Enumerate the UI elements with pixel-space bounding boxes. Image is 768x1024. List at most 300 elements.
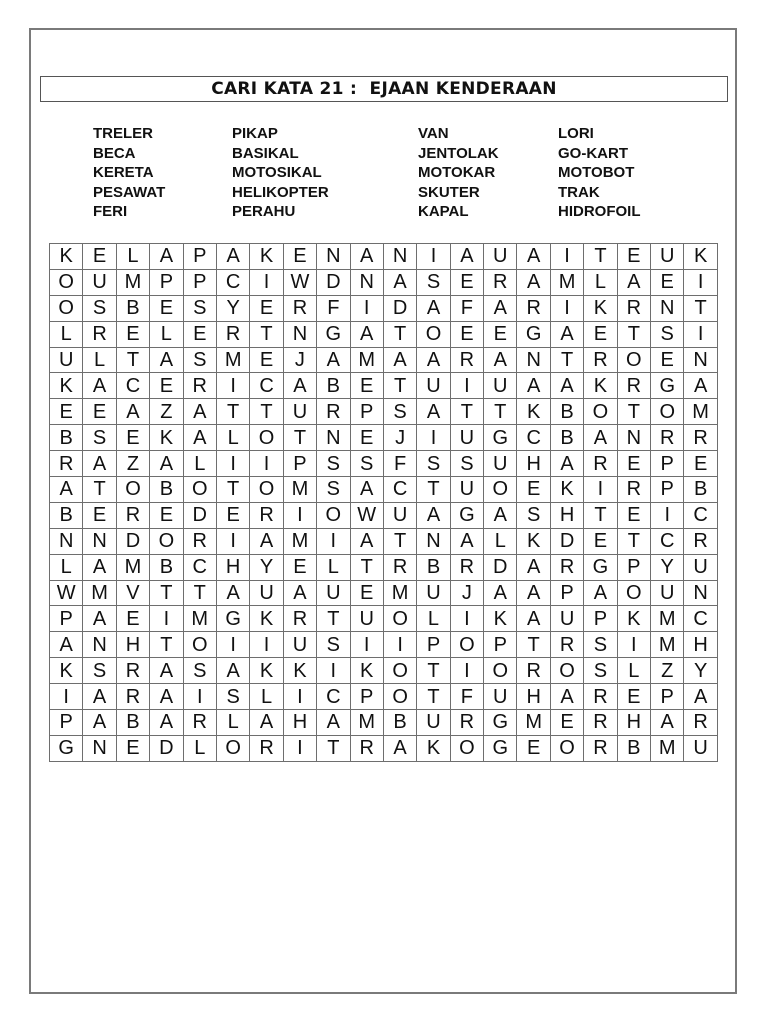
grid-cell[interactable]: I: [150, 606, 183, 632]
grid-cell[interactable]: O: [50, 295, 83, 321]
grid-cell[interactable]: S: [651, 321, 684, 347]
grid-cell[interactable]: N: [283, 321, 316, 347]
grid-cell[interactable]: M: [83, 580, 116, 606]
grid-cell[interactable]: O: [317, 502, 350, 528]
grid-cell[interactable]: R: [684, 710, 717, 736]
grid-cell[interactable]: H: [283, 710, 316, 736]
grid-cell[interactable]: E: [651, 347, 684, 373]
grid-cell[interactable]: O: [216, 735, 249, 761]
grid-cell[interactable]: K: [484, 606, 517, 632]
grid-cell[interactable]: A: [83, 451, 116, 477]
grid-cell[interactable]: E: [283, 244, 316, 270]
grid-cell[interactable]: R: [50, 451, 83, 477]
grid-cell[interactable]: E: [517, 735, 550, 761]
grid-cell[interactable]: W: [283, 269, 316, 295]
grid-cell[interactable]: S: [317, 477, 350, 503]
grid-cell[interactable]: L: [50, 554, 83, 580]
grid-cell[interactable]: C: [216, 269, 249, 295]
grid-cell[interactable]: O: [450, 632, 483, 658]
grid-cell[interactable]: O: [584, 399, 617, 425]
grid-cell[interactable]: C: [317, 684, 350, 710]
grid-cell[interactable]: L: [484, 528, 517, 554]
grid-cell[interactable]: A: [684, 373, 717, 399]
grid-cell[interactable]: B: [116, 710, 149, 736]
grid-cell[interactable]: B: [50, 425, 83, 451]
grid-cell[interactable]: M: [183, 606, 216, 632]
grid-cell[interactable]: U: [550, 606, 583, 632]
grid-cell[interactable]: A: [684, 684, 717, 710]
grid-cell[interactable]: U: [383, 502, 416, 528]
grid-cell[interactable]: I: [651, 502, 684, 528]
grid-cell[interactable]: T: [383, 373, 416, 399]
grid-cell[interactable]: Z: [116, 451, 149, 477]
grid-cell[interactable]: A: [417, 502, 450, 528]
grid-cell[interactable]: N: [317, 244, 350, 270]
grid-cell[interactable]: A: [283, 580, 316, 606]
grid-cell[interactable]: M: [283, 528, 316, 554]
grid-cell[interactable]: S: [83, 295, 116, 321]
grid-cell[interactable]: A: [183, 399, 216, 425]
grid-cell[interactable]: T: [317, 735, 350, 761]
grid-cell[interactable]: N: [83, 735, 116, 761]
grid-cell[interactable]: R: [584, 451, 617, 477]
grid-cell[interactable]: O: [651, 399, 684, 425]
grid-cell[interactable]: K: [517, 399, 550, 425]
grid-cell[interactable]: C: [517, 425, 550, 451]
grid-cell[interactable]: T: [250, 321, 283, 347]
grid-cell[interactable]: E: [150, 295, 183, 321]
grid-cell[interactable]: R: [250, 502, 283, 528]
grid-cell[interactable]: P: [651, 684, 684, 710]
grid-cell[interactable]: N: [350, 269, 383, 295]
grid-cell[interactable]: T: [550, 347, 583, 373]
grid-cell[interactable]: E: [350, 373, 383, 399]
grid-cell[interactable]: A: [584, 425, 617, 451]
grid-cell[interactable]: I: [216, 451, 249, 477]
grid-cell[interactable]: T: [584, 244, 617, 270]
grid-cell[interactable]: H: [216, 554, 249, 580]
grid-cell[interactable]: D: [550, 528, 583, 554]
grid-cell[interactable]: A: [283, 373, 316, 399]
grid-cell[interactable]: T: [417, 477, 450, 503]
grid-cell[interactable]: T: [317, 606, 350, 632]
grid-cell[interactable]: A: [617, 269, 650, 295]
grid-cell[interactable]: I: [216, 373, 249, 399]
grid-cell[interactable]: U: [651, 580, 684, 606]
grid-cell[interactable]: E: [517, 477, 550, 503]
grid-cell[interactable]: T: [216, 477, 249, 503]
grid-cell[interactable]: C: [183, 554, 216, 580]
grid-cell[interactable]: Y: [216, 295, 249, 321]
grid-cell[interactable]: A: [517, 554, 550, 580]
grid-cell[interactable]: U: [250, 580, 283, 606]
grid-cell[interactable]: K: [584, 295, 617, 321]
grid-cell[interactable]: A: [484, 580, 517, 606]
grid-cell[interactable]: A: [484, 347, 517, 373]
grid-cell[interactable]: N: [383, 244, 416, 270]
grid-cell[interactable]: A: [517, 580, 550, 606]
grid-cell[interactable]: N: [83, 632, 116, 658]
grid-cell[interactable]: O: [617, 580, 650, 606]
grid-cell[interactable]: R: [250, 735, 283, 761]
grid-cell[interactable]: N: [417, 528, 450, 554]
grid-cell[interactable]: U: [350, 606, 383, 632]
grid-cell[interactable]: Y: [651, 554, 684, 580]
grid-cell[interactable]: B: [50, 502, 83, 528]
grid-cell[interactable]: C: [250, 373, 283, 399]
grid-cell[interactable]: T: [417, 658, 450, 684]
grid-cell[interactable]: N: [684, 347, 717, 373]
grid-cell[interactable]: S: [183, 658, 216, 684]
grid-cell[interactable]: D: [150, 735, 183, 761]
grid-cell[interactable]: U: [484, 451, 517, 477]
grid-cell[interactable]: R: [517, 658, 550, 684]
grid-cell[interactable]: E: [350, 580, 383, 606]
grid-cell[interactable]: I: [617, 632, 650, 658]
grid-cell[interactable]: A: [550, 321, 583, 347]
grid-cell[interactable]: I: [550, 295, 583, 321]
grid-cell[interactable]: K: [250, 658, 283, 684]
grid-cell[interactable]: B: [317, 373, 350, 399]
grid-cell[interactable]: G: [584, 554, 617, 580]
grid-cell[interactable]: O: [383, 684, 416, 710]
grid-cell[interactable]: E: [350, 425, 383, 451]
grid-cell[interactable]: E: [584, 321, 617, 347]
grid-cell[interactable]: P: [417, 632, 450, 658]
grid-cell[interactable]: R: [684, 528, 717, 554]
grid-cell[interactable]: E: [617, 451, 650, 477]
grid-cell[interactable]: T: [150, 632, 183, 658]
grid-cell[interactable]: P: [350, 399, 383, 425]
grid-cell[interactable]: R: [617, 477, 650, 503]
grid-cell[interactable]: K: [283, 658, 316, 684]
grid-cell[interactable]: L: [116, 244, 149, 270]
grid-cell[interactable]: S: [383, 399, 416, 425]
grid-cell[interactable]: B: [417, 554, 450, 580]
grid-cell[interactable]: G: [317, 321, 350, 347]
grid-cell[interactable]: P: [484, 632, 517, 658]
grid-cell[interactable]: R: [584, 710, 617, 736]
grid-cell[interactable]: I: [250, 632, 283, 658]
grid-cell[interactable]: U: [450, 425, 483, 451]
grid-cell[interactable]: S: [584, 658, 617, 684]
grid-cell[interactable]: O: [183, 477, 216, 503]
grid-cell[interactable]: L: [417, 606, 450, 632]
grid-cell[interactable]: N: [83, 528, 116, 554]
grid-cell[interactable]: H: [617, 710, 650, 736]
grid-cell[interactable]: L: [50, 321, 83, 347]
grid-cell[interactable]: R: [283, 295, 316, 321]
grid-cell[interactable]: R: [116, 502, 149, 528]
grid-cell[interactable]: O: [183, 632, 216, 658]
grid-cell[interactable]: W: [350, 502, 383, 528]
grid-cell[interactable]: R: [450, 347, 483, 373]
grid-cell[interactable]: A: [83, 554, 116, 580]
grid-cell[interactable]: A: [317, 347, 350, 373]
grid-cell[interactable]: B: [550, 399, 583, 425]
grid-cell[interactable]: T: [617, 321, 650, 347]
grid-cell[interactable]: G: [484, 425, 517, 451]
grid-cell[interactable]: T: [250, 399, 283, 425]
grid-cell[interactable]: A: [383, 347, 416, 373]
grid-cell[interactable]: A: [250, 528, 283, 554]
grid-cell[interactable]: F: [450, 684, 483, 710]
grid-cell[interactable]: K: [150, 425, 183, 451]
grid-cell[interactable]: R: [550, 632, 583, 658]
grid-cell[interactable]: T: [450, 399, 483, 425]
grid-cell[interactable]: N: [517, 347, 550, 373]
grid-cell[interactable]: T: [517, 632, 550, 658]
grid-cell[interactable]: E: [450, 269, 483, 295]
grid-cell[interactable]: S: [83, 425, 116, 451]
grid-cell[interactable]: I: [317, 658, 350, 684]
grid-cell[interactable]: M: [651, 632, 684, 658]
grid-cell[interactable]: R: [450, 710, 483, 736]
grid-cell[interactable]: R: [383, 554, 416, 580]
grid-cell[interactable]: E: [550, 710, 583, 736]
grid-cell[interactable]: R: [517, 295, 550, 321]
grid-cell[interactable]: S: [216, 684, 249, 710]
grid-cell[interactable]: N: [651, 295, 684, 321]
grid-cell[interactable]: S: [584, 632, 617, 658]
grid-cell[interactable]: A: [417, 295, 450, 321]
grid-cell[interactable]: P: [617, 554, 650, 580]
grid-cell[interactable]: T: [617, 399, 650, 425]
grid-cell[interactable]: Z: [651, 658, 684, 684]
grid-cell[interactable]: E: [617, 502, 650, 528]
grid-cell[interactable]: M: [651, 606, 684, 632]
grid-cell[interactable]: R: [584, 684, 617, 710]
grid-cell[interactable]: U: [651, 244, 684, 270]
grid-cell[interactable]: A: [350, 477, 383, 503]
grid-cell[interactable]: T: [350, 554, 383, 580]
grid-cell[interactable]: M: [383, 580, 416, 606]
grid-cell[interactable]: K: [50, 658, 83, 684]
grid-cell[interactable]: H: [517, 451, 550, 477]
grid-cell[interactable]: E: [150, 373, 183, 399]
grid-cell[interactable]: R: [183, 710, 216, 736]
grid-cell[interactable]: T: [383, 321, 416, 347]
grid-cell[interactable]: P: [283, 451, 316, 477]
grid-cell[interactable]: K: [517, 528, 550, 554]
grid-cell[interactable]: R: [651, 425, 684, 451]
grid-cell[interactable]: P: [651, 477, 684, 503]
grid-cell[interactable]: J: [383, 425, 416, 451]
grid-cell[interactable]: I: [350, 295, 383, 321]
grid-cell[interactable]: E: [83, 399, 116, 425]
grid-cell[interactable]: P: [150, 269, 183, 295]
grid-cell[interactable]: U: [450, 477, 483, 503]
grid-cell[interactable]: U: [50, 347, 83, 373]
grid-cell[interactable]: K: [350, 658, 383, 684]
grid-cell[interactable]: I: [216, 632, 249, 658]
grid-cell[interactable]: A: [216, 658, 249, 684]
grid-cell[interactable]: M: [283, 477, 316, 503]
grid-cell[interactable]: L: [617, 658, 650, 684]
grid-cell[interactable]: K: [417, 735, 450, 761]
grid-cell[interactable]: I: [283, 735, 316, 761]
grid-cell[interactable]: I: [350, 632, 383, 658]
grid-cell[interactable]: A: [417, 399, 450, 425]
grid-cell[interactable]: E: [651, 269, 684, 295]
grid-cell[interactable]: I: [450, 658, 483, 684]
grid-cell[interactable]: E: [617, 684, 650, 710]
grid-cell[interactable]: G: [216, 606, 249, 632]
grid-cell[interactable]: K: [50, 373, 83, 399]
grid-cell[interactable]: U: [484, 684, 517, 710]
grid-cell[interactable]: R: [617, 373, 650, 399]
grid-cell[interactable]: O: [550, 735, 583, 761]
grid-cell[interactable]: M: [651, 735, 684, 761]
grid-cell[interactable]: A: [317, 710, 350, 736]
grid-cell[interactable]: R: [484, 269, 517, 295]
grid-cell[interactable]: E: [116, 735, 149, 761]
grid-cell[interactable]: U: [283, 399, 316, 425]
grid-cell[interactable]: R: [83, 321, 116, 347]
grid-cell[interactable]: S: [183, 347, 216, 373]
grid-cell[interactable]: A: [484, 502, 517, 528]
grid-cell[interactable]: O: [383, 658, 416, 684]
grid-cell[interactable]: K: [50, 244, 83, 270]
grid-cell[interactable]: E: [250, 347, 283, 373]
grid-cell[interactable]: R: [450, 554, 483, 580]
grid-cell[interactable]: O: [150, 528, 183, 554]
grid-cell[interactable]: E: [83, 502, 116, 528]
grid-cell[interactable]: A: [651, 710, 684, 736]
grid-cell[interactable]: P: [350, 684, 383, 710]
grid-cell[interactable]: I: [250, 269, 283, 295]
grid-cell[interactable]: K: [550, 477, 583, 503]
grid-cell[interactable]: L: [150, 321, 183, 347]
grid-cell[interactable]: O: [617, 347, 650, 373]
grid-cell[interactable]: A: [550, 451, 583, 477]
grid-cell[interactable]: A: [517, 244, 550, 270]
grid-cell[interactable]: C: [684, 502, 717, 528]
grid-cell[interactable]: G: [484, 735, 517, 761]
grid-cell[interactable]: N: [684, 580, 717, 606]
grid-cell[interactable]: I: [450, 606, 483, 632]
grid-cell[interactable]: D: [484, 554, 517, 580]
grid-cell[interactable]: M: [350, 347, 383, 373]
grid-cell[interactable]: E: [484, 321, 517, 347]
grid-cell[interactable]: F: [450, 295, 483, 321]
grid-cell[interactable]: H: [684, 632, 717, 658]
grid-cell[interactable]: L: [216, 425, 249, 451]
grid-cell[interactable]: F: [317, 295, 350, 321]
grid-cell[interactable]: E: [250, 295, 283, 321]
grid-cell[interactable]: O: [250, 477, 283, 503]
grid-cell[interactable]: I: [283, 502, 316, 528]
grid-cell[interactable]: E: [116, 321, 149, 347]
grid-cell[interactable]: C: [383, 477, 416, 503]
grid-cell[interactable]: M: [216, 347, 249, 373]
grid-cell[interactable]: K: [684, 244, 717, 270]
grid-cell[interactable]: P: [584, 606, 617, 632]
grid-cell[interactable]: U: [317, 580, 350, 606]
grid-cell[interactable]: R: [584, 735, 617, 761]
grid-cell[interactable]: R: [116, 658, 149, 684]
grid-cell[interactable]: N: [50, 528, 83, 554]
grid-cell[interactable]: N: [617, 425, 650, 451]
grid-cell[interactable]: E: [584, 528, 617, 554]
grid-cell[interactable]: R: [283, 606, 316, 632]
grid-cell[interactable]: E: [116, 425, 149, 451]
grid-cell[interactable]: O: [116, 477, 149, 503]
grid-cell[interactable]: H: [517, 684, 550, 710]
grid-cell[interactable]: A: [450, 528, 483, 554]
grid-cell[interactable]: T: [383, 528, 416, 554]
grid-cell[interactable]: U: [83, 269, 116, 295]
grid-cell[interactable]: C: [684, 606, 717, 632]
grid-cell[interactable]: O: [50, 269, 83, 295]
grid-cell[interactable]: E: [684, 451, 717, 477]
grid-cell[interactable]: I: [383, 632, 416, 658]
grid-cell[interactable]: A: [83, 684, 116, 710]
grid-cell[interactable]: V: [116, 580, 149, 606]
grid-cell[interactable]: D: [317, 269, 350, 295]
grid-cell[interactable]: I: [684, 269, 717, 295]
grid-cell[interactable]: O: [484, 477, 517, 503]
grid-cell[interactable]: R: [183, 528, 216, 554]
grid-cell[interactable]: E: [116, 606, 149, 632]
grid-cell[interactable]: M: [116, 554, 149, 580]
grid-cell[interactable]: E: [83, 244, 116, 270]
grid-cell[interactable]: B: [550, 425, 583, 451]
grid-cell[interactable]: A: [584, 580, 617, 606]
grid-cell[interactable]: A: [183, 425, 216, 451]
grid-cell[interactable]: P: [550, 580, 583, 606]
grid-cell[interactable]: S: [350, 451, 383, 477]
grid-cell[interactable]: M: [350, 710, 383, 736]
grid-cell[interactable]: B: [150, 554, 183, 580]
grid-cell[interactable]: F: [383, 451, 416, 477]
grid-cell[interactable]: I: [584, 477, 617, 503]
grid-cell[interactable]: I: [50, 684, 83, 710]
grid-cell[interactable]: W: [50, 580, 83, 606]
grid-cell[interactable]: C: [116, 373, 149, 399]
grid-cell[interactable]: K: [250, 244, 283, 270]
grid-cell[interactable]: G: [517, 321, 550, 347]
grid-cell[interactable]: R: [216, 321, 249, 347]
grid-cell[interactable]: A: [83, 606, 116, 632]
grid-cell[interactable]: J: [283, 347, 316, 373]
grid-cell[interactable]: A: [216, 580, 249, 606]
grid-cell[interactable]: B: [150, 477, 183, 503]
grid-cell[interactable]: I: [250, 451, 283, 477]
grid-cell[interactable]: S: [450, 451, 483, 477]
grid-cell[interactable]: P: [183, 244, 216, 270]
grid-cell[interactable]: M: [550, 269, 583, 295]
grid-cell[interactable]: A: [83, 373, 116, 399]
grid-cell[interactable]: S: [83, 658, 116, 684]
grid-cell[interactable]: S: [183, 295, 216, 321]
grid-cell[interactable]: E: [216, 502, 249, 528]
grid-cell[interactable]: O: [250, 425, 283, 451]
grid-cell[interactable]: U: [417, 580, 450, 606]
grid-cell[interactable]: A: [150, 710, 183, 736]
grid-cell[interactable]: A: [150, 658, 183, 684]
grid-cell[interactable]: T: [83, 477, 116, 503]
grid-cell[interactable]: R: [116, 684, 149, 710]
grid-cell[interactable]: L: [183, 451, 216, 477]
grid-cell[interactable]: A: [383, 735, 416, 761]
grid-cell[interactable]: A: [517, 373, 550, 399]
grid-cell[interactable]: T: [684, 295, 717, 321]
grid-cell[interactable]: A: [383, 269, 416, 295]
grid-cell[interactable]: U: [684, 554, 717, 580]
grid-cell[interactable]: U: [417, 373, 450, 399]
grid-cell[interactable]: G: [450, 502, 483, 528]
